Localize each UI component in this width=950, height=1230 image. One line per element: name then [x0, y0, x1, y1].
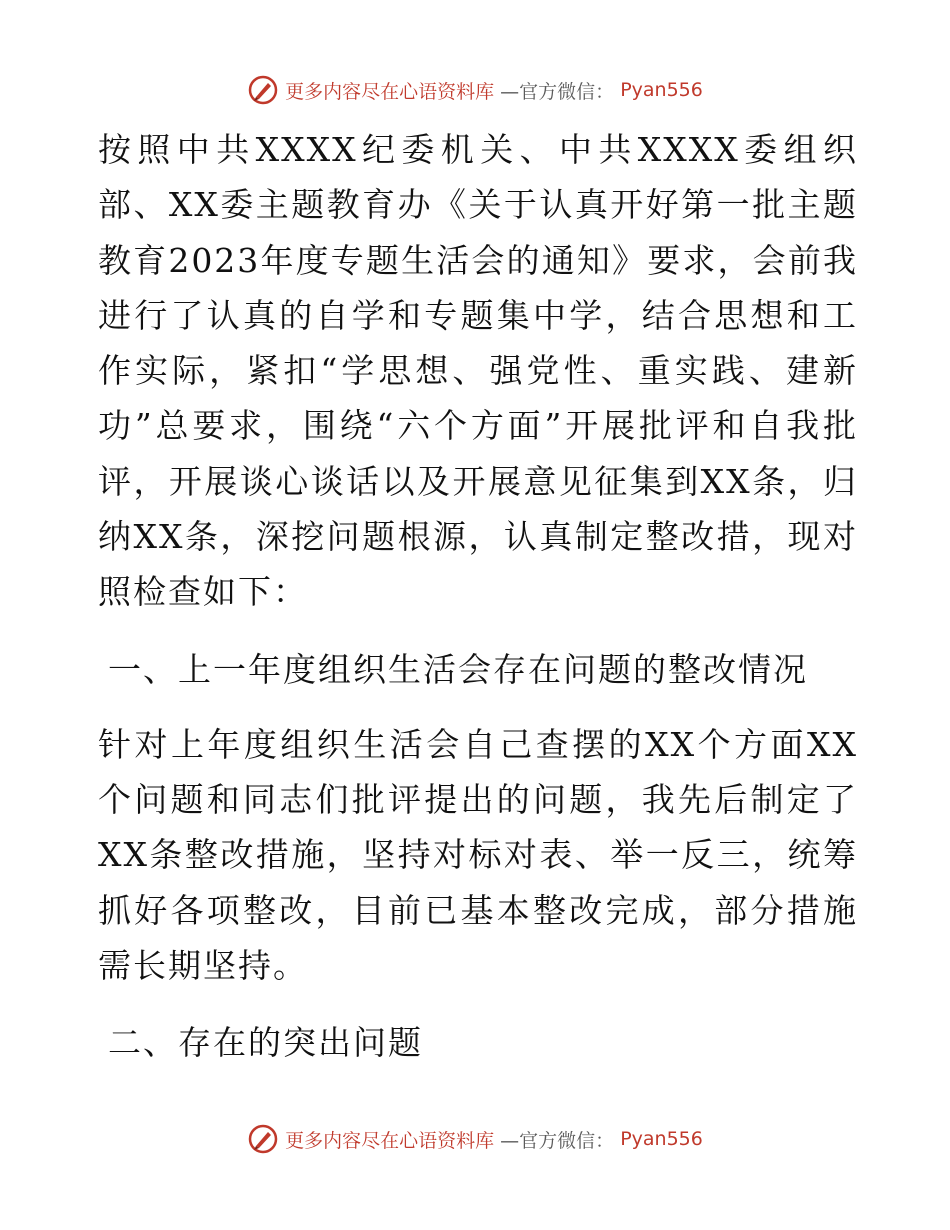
- banner-wechat-id: Pyan556: [620, 1128, 703, 1150]
- header-banner: [0, 74, 950, 106]
- footer-banner: [0, 1123, 950, 1155]
- pen-logo-icon: [247, 1123, 279, 1155]
- document-body: [98, 122, 858, 1070]
- pen-logo-icon: [247, 74, 279, 106]
- section-1-paragraph: 针对上年度组织生活会自己查摆的XX个方面XX个问题和同志们批评提出的问题，我先后制定了XX条整改措施，坚持对标对表、举一反三，统筹抓好各项整改，目前已基本整改完成，部分措施需长期坚持。: [98, 724, 858, 985]
- section-heading-1: 一、上一年度组织生活会存在问题的整改情况: [108, 649, 808, 689]
- banner-wechat-id: Pyan556: [620, 79, 703, 101]
- banner-official-text: —官方微信：: [500, 1129, 615, 1152]
- section-heading-2: 二、存在的突出问题: [108, 1023, 423, 1063]
- banner-brand-text: 更多内容尽在心语资料库: [285, 1129, 495, 1152]
- banner-brand-text: 更多内容尽在心语资料库: [285, 80, 495, 103]
- intro-paragraph: 按照中共XXXX纪委机关、中共XXXX委组织部、XX委主题教育办《关于认真开好第一批主题教育2023年度专题生活会的通知》要求，会前我进行了认真的自学和专题集中学，结合思想和工作实际，紧扣“学思想、强党性、重实践、建新功”总要求，围绕“六个方面”开展批评和自我批评，开展谈心谈话以及开展意见征集到XX条，归纳XX条，深挖问题根源，认真制定整改措，现对照检查如下：: [98, 130, 858, 612]
- banner-official-text: —官方微信：: [500, 80, 615, 103]
